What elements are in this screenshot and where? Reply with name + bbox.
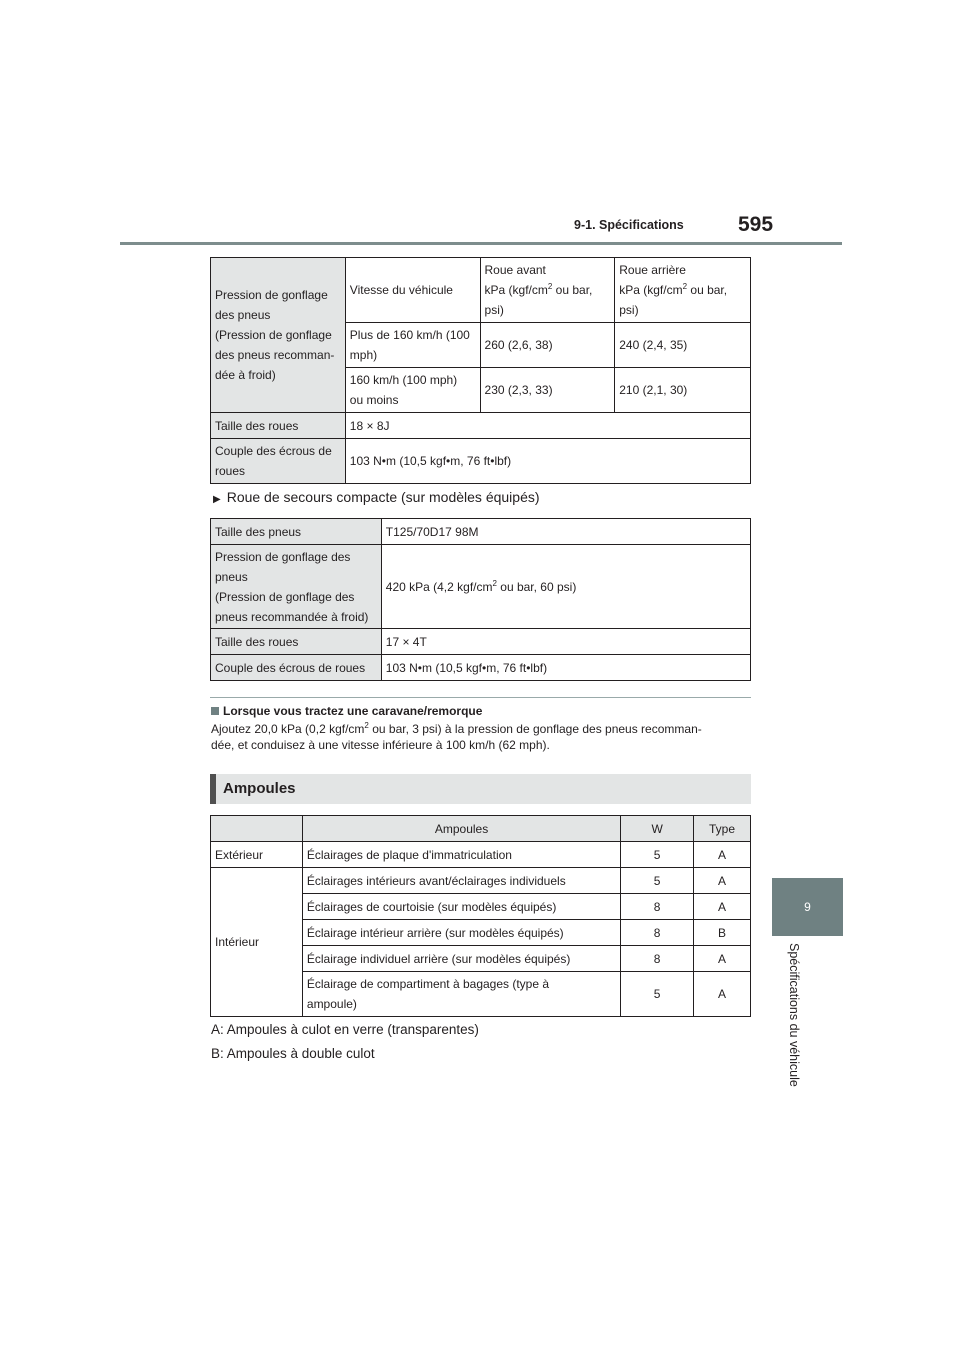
table-row <box>211 842 751 868</box>
tire-pressure-table <box>210 257 751 484</box>
chapter-label <box>775 943 815 1113</box>
table-row <box>211 519 751 545</box>
section-marker <box>210 774 216 804</box>
spare-tire-heading: ▶ Roue de secours compacte (sur modèles équipés) <box>213 489 540 505</box>
speed-header: Vitesse du véhicule <box>345 258 480 323</box>
front-pressure-cell: 230 (2,3, 33) <box>480 368 615 413</box>
torque-label: Couple des écrous de roues <box>211 439 346 484</box>
torque-value: 103 N•m (10,5 kgf•m, 76 ft•lbf) <box>381 655 750 681</box>
table-row <box>211 629 751 655</box>
speed-cell: 160 km/h (100 mph) ou moins <box>345 368 480 413</box>
exterior-label: Extérieur <box>211 842 303 868</box>
spare-pressure-value: 420 kPa (4,2 kgf/$cm^2$ ou bar, 60 psi) <box>381 545 750 629</box>
bulb-type: A <box>694 842 751 868</box>
page-number: 595 <box>738 213 774 236</box>
torque-value: 103 N•m (10,5 kgf•m, 76 ft•lbf) <box>345 439 750 484</box>
spare-tire-table <box>210 518 751 681</box>
bulb-name: Éclairage intérieur arrière (sur modèles équipés) <box>302 920 620 946</box>
bulb-watt: 5 <box>621 842 694 868</box>
wheel-size-label: Taille des roues <box>211 413 346 439</box>
bulb-name: Éclairages de plaque d'immatriculation <box>302 842 620 868</box>
bulbs-section-title: Ampoules <box>223 780 296 797</box>
rear-pressure-cell: 240 (2,4, 35) <box>615 323 751 368</box>
table-row <box>211 439 751 484</box>
chapter-number: 9 <box>804 900 811 914</box>
bulbs-column-header: Ampoules <box>302 816 620 842</box>
bulb-watt: 8 <box>621 894 694 920</box>
bulb-watt: 5 <box>621 868 694 894</box>
chapter-label-text: Spécifications du véhicule <box>787 943 801 1087</box>
type-column-header: Type <box>694 816 751 842</box>
divider <box>210 697 751 698</box>
bulbs-table <box>210 815 751 1017</box>
rear-pressure-cell: 210 (2,1, 30) <box>615 368 751 413</box>
bulb-name: Éclairage individuel arrière (sur modèles équipés) <box>302 946 620 972</box>
bulb-type: A <box>694 972 751 1017</box>
front-pressure-cell: 260 (2,6, 38) <box>480 323 615 368</box>
tire-size-value: T125/70D17 98M <box>381 519 750 545</box>
empty-header-cell <box>211 816 303 842</box>
bulb-type: A <box>694 894 751 920</box>
table-row <box>211 413 751 439</box>
table-row <box>211 545 751 629</box>
table-header-row <box>211 816 751 842</box>
bulb-name: Éclairage de compartiment à bagages (type à ampoule) <box>302 972 620 1017</box>
front-wheel-header: Roue avant kPa ($kgf/cm^2$ ou bar, psi) <box>480 258 615 323</box>
tire-pressure-label: Pression de gonflage des pneus (Pression de gonflage des pneus recomman- dée à froid) <box>211 258 346 413</box>
wheel-size-value: 18 × 8J <box>345 413 750 439</box>
bulb-type: A <box>694 946 751 972</box>
wheel-size-value: 17 × 4T <box>381 629 750 655</box>
bulb-type: A <box>694 868 751 894</box>
square-bullet-icon <box>211 707 219 715</box>
wheel-size-label: Taille des roues <box>211 629 382 655</box>
tire-size-label: Taille des pneus <box>211 519 382 545</box>
watt-column-header: W <box>621 816 694 842</box>
table-row <box>211 868 751 894</box>
towing-note-title: Lorsque vous tractez une caravane/remorque <box>211 704 482 718</box>
table-row <box>211 655 751 681</box>
footnote-b: B: Ampoules à double culot <box>211 1046 375 1061</box>
bulb-watt: 8 <box>621 920 694 946</box>
header-divider <box>120 242 842 245</box>
bulb-type: B <box>694 920 751 946</box>
spare-pressure-label: Pression de gonflage des pneus (Pression de gonflage des pneus recommandée à froid) <box>211 545 382 629</box>
bulb-name: Éclairages de courtoisie (sur modèles équipés) <box>302 894 620 920</box>
rear-wheel-header: Roue arrière kPa ($kgf/cm^2$ ou bar, psi) <box>615 258 751 323</box>
bulb-watt: 8 <box>621 946 694 972</box>
bulb-watt: 5 <box>621 972 694 1017</box>
speed-cell: Plus de 160 km/h (100 mph) <box>345 323 480 368</box>
bulbs-section-header <box>210 774 751 804</box>
triangle-right-icon: ▶ <box>213 494 221 505</box>
torque-label: Couple des écrous de roues <box>211 655 382 681</box>
chapter-tab <box>772 878 843 936</box>
interior-label: Intérieur <box>211 868 303 1017</box>
bulb-name: Éclairages intérieurs avant/éclairages individuels <box>302 868 620 894</box>
footnote-a: A: Ampoules à culot en verre (transparentes) <box>211 1022 479 1037</box>
section-title: 9-1. Spécifications <box>574 218 684 232</box>
towing-note-body: Ajoutez 20,0 kPa (0,2 kgf/$cm^2$ ou bar, 3 psi) à la pression de gonflage des pneus recomman- dée, et conduisez à une vitesse inférieure à 100 km/h (62 mph). <box>211 721 702 752</box>
